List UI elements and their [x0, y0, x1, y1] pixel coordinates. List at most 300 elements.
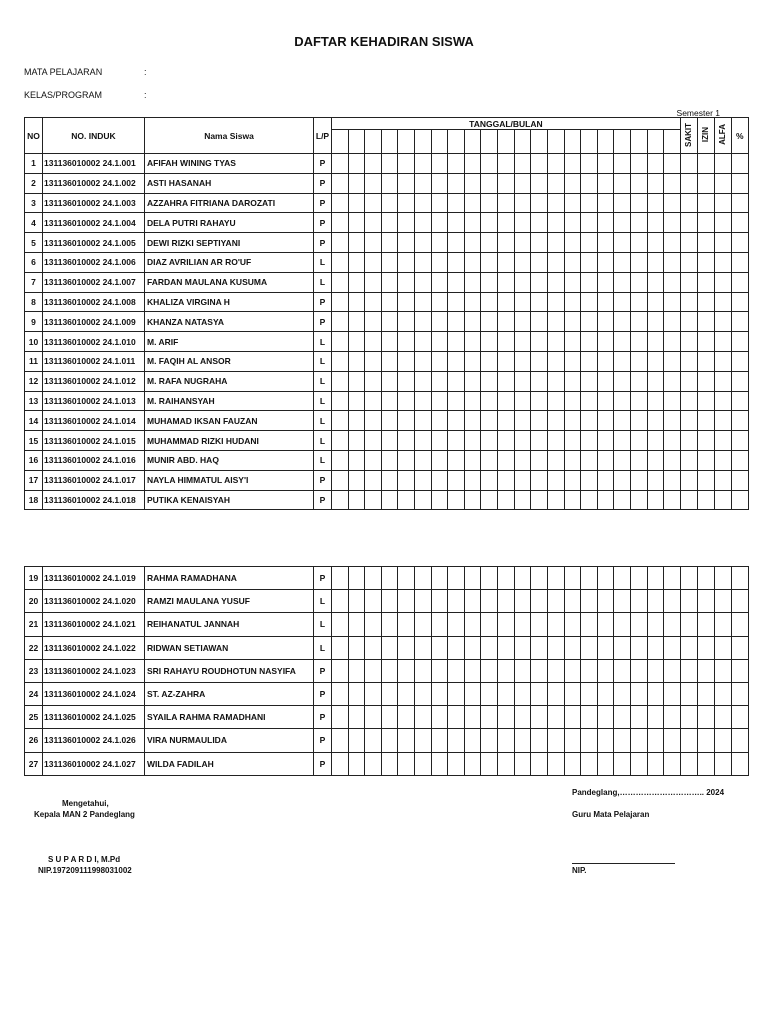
attendance-cell[interactable]: [514, 613, 531, 636]
attendance-cell[interactable]: [547, 729, 564, 752]
attendance-cell[interactable]: [664, 411, 681, 431]
attendance-cell[interactable]: [431, 411, 448, 431]
attendance-cell[interactable]: [381, 252, 398, 272]
attendance-cell[interactable]: [564, 312, 581, 332]
attendance-cell[interactable]: [481, 706, 498, 729]
attendance-cell[interactable]: [564, 450, 581, 470]
attendance-cell[interactable]: [348, 590, 365, 613]
attendance-cell[interactable]: [547, 411, 564, 431]
attendance-cell[interactable]: [514, 233, 531, 253]
attendance-cell[interactable]: [448, 213, 465, 233]
attendance-cell[interactable]: [647, 193, 664, 213]
attendance-cell[interactable]: [431, 154, 448, 174]
attendance-cell[interactable]: [630, 173, 647, 193]
attendance-cell[interactable]: [398, 312, 415, 332]
summary-cell[interactable]: [697, 391, 714, 411]
attendance-cell[interactable]: [664, 752, 681, 775]
attendance-cell[interactable]: [614, 351, 631, 371]
attendance-cell[interactable]: [431, 272, 448, 292]
attendance-cell[interactable]: [481, 371, 498, 391]
attendance-cell[interactable]: [398, 233, 415, 253]
attendance-cell[interactable]: [630, 613, 647, 636]
attendance-cell[interactable]: [498, 351, 515, 371]
attendance-cell[interactable]: [498, 173, 515, 193]
attendance-cell[interactable]: [348, 312, 365, 332]
attendance-cell[interactable]: [514, 659, 531, 682]
attendance-cell[interactable]: [630, 312, 647, 332]
attendance-cell[interactable]: [664, 729, 681, 752]
attendance-cell[interactable]: [415, 154, 432, 174]
attendance-cell[interactable]: [547, 312, 564, 332]
attendance-cell[interactable]: [431, 470, 448, 490]
summary-cell[interactable]: [697, 470, 714, 490]
summary-cell[interactable]: [697, 411, 714, 431]
attendance-cell[interactable]: [398, 636, 415, 659]
attendance-cell[interactable]: [664, 490, 681, 510]
attendance-cell[interactable]: [614, 470, 631, 490]
attendance-cell[interactable]: [547, 154, 564, 174]
attendance-cell[interactable]: [498, 391, 515, 411]
attendance-cell[interactable]: [647, 292, 664, 312]
attendance-cell[interactable]: [464, 729, 481, 752]
attendance-cell[interactable]: [514, 682, 531, 705]
attendance-cell[interactable]: [464, 332, 481, 352]
attendance-cell[interactable]: [630, 233, 647, 253]
attendance-cell[interactable]: [365, 636, 382, 659]
attendance-cell[interactable]: [630, 729, 647, 752]
attendance-cell[interactable]: [514, 450, 531, 470]
attendance-cell[interactable]: [498, 659, 515, 682]
summary-cell[interactable]: [697, 752, 714, 775]
attendance-cell[interactable]: [415, 193, 432, 213]
attendance-cell[interactable]: [464, 411, 481, 431]
attendance-cell[interactable]: [614, 193, 631, 213]
attendance-cell[interactable]: [647, 682, 664, 705]
attendance-cell[interactable]: [431, 213, 448, 233]
attendance-cell[interactable]: [332, 233, 349, 253]
summary-cell[interactable]: [714, 351, 731, 371]
attendance-cell[interactable]: [581, 706, 598, 729]
summary-cell[interactable]: [714, 213, 731, 233]
summary-cell[interactable]: [714, 233, 731, 253]
summary-cell[interactable]: [680, 233, 697, 253]
attendance-cell[interactable]: [630, 351, 647, 371]
summary-cell[interactable]: [697, 292, 714, 312]
attendance-cell[interactable]: [348, 682, 365, 705]
attendance-cell[interactable]: [614, 659, 631, 682]
attendance-cell[interactable]: [365, 233, 382, 253]
attendance-cell[interactable]: [481, 470, 498, 490]
attendance-cell[interactable]: [365, 173, 382, 193]
attendance-cell[interactable]: [398, 332, 415, 352]
attendance-cell[interactable]: [448, 332, 465, 352]
attendance-cell[interactable]: [365, 252, 382, 272]
attendance-cell[interactable]: [381, 233, 398, 253]
attendance-cell[interactable]: [464, 371, 481, 391]
attendance-cell[interactable]: [647, 252, 664, 272]
attendance-cell[interactable]: [365, 752, 382, 775]
attendance-cell[interactable]: [481, 292, 498, 312]
summary-cell[interactable]: [731, 233, 748, 253]
attendance-cell[interactable]: [597, 752, 614, 775]
attendance-cell[interactable]: [348, 567, 365, 590]
attendance-cell[interactable]: [332, 470, 349, 490]
attendance-cell[interactable]: [531, 431, 548, 451]
summary-cell[interactable]: [731, 431, 748, 451]
attendance-cell[interactable]: [415, 636, 432, 659]
attendance-cell[interactable]: [547, 706, 564, 729]
attendance-cell[interactable]: [381, 613, 398, 636]
attendance-cell[interactable]: [498, 590, 515, 613]
attendance-cell[interactable]: [332, 411, 349, 431]
attendance-cell[interactable]: [630, 292, 647, 312]
attendance-cell[interactable]: [498, 567, 515, 590]
summary-cell[interactable]: [714, 470, 731, 490]
attendance-cell[interactable]: [464, 193, 481, 213]
attendance-cell[interactable]: [332, 292, 349, 312]
attendance-cell[interactable]: [464, 252, 481, 272]
attendance-cell[interactable]: [630, 272, 647, 292]
summary-cell[interactable]: [731, 752, 748, 775]
attendance-cell[interactable]: [581, 431, 598, 451]
attendance-cell[interactable]: [332, 636, 349, 659]
summary-cell[interactable]: [714, 391, 731, 411]
attendance-cell[interactable]: [581, 729, 598, 752]
attendance-cell[interactable]: [531, 450, 548, 470]
attendance-cell[interactable]: [514, 391, 531, 411]
attendance-cell[interactable]: [614, 332, 631, 352]
attendance-cell[interactable]: [630, 332, 647, 352]
attendance-cell[interactable]: [398, 706, 415, 729]
attendance-cell[interactable]: [514, 351, 531, 371]
attendance-cell[interactable]: [398, 490, 415, 510]
attendance-cell[interactable]: [431, 312, 448, 332]
attendance-cell[interactable]: [398, 567, 415, 590]
attendance-cell[interactable]: [332, 659, 349, 682]
attendance-cell[interactable]: [647, 272, 664, 292]
attendance-cell[interactable]: [514, 332, 531, 352]
attendance-cell[interactable]: [664, 213, 681, 233]
attendance-cell[interactable]: [365, 312, 382, 332]
attendance-cell[interactable]: [514, 371, 531, 391]
attendance-cell[interactable]: [514, 470, 531, 490]
attendance-cell[interactable]: [531, 332, 548, 352]
attendance-cell[interactable]: [630, 213, 647, 233]
attendance-cell[interactable]: [381, 351, 398, 371]
attendance-cell[interactable]: [381, 391, 398, 411]
attendance-cell[interactable]: [398, 682, 415, 705]
attendance-cell[interactable]: [581, 470, 598, 490]
summary-cell[interactable]: [680, 431, 697, 451]
attendance-cell[interactable]: [398, 193, 415, 213]
attendance-cell[interactable]: [415, 470, 432, 490]
attendance-cell[interactable]: [498, 682, 515, 705]
attendance-cell[interactable]: [415, 312, 432, 332]
summary-cell[interactable]: [680, 729, 697, 752]
attendance-cell[interactable]: [564, 613, 581, 636]
attendance-cell[interactable]: [664, 252, 681, 272]
attendance-cell[interactable]: [630, 411, 647, 431]
attendance-cell[interactable]: [581, 272, 598, 292]
attendance-cell[interactable]: [348, 411, 365, 431]
attendance-cell[interactable]: [547, 351, 564, 371]
attendance-cell[interactable]: [531, 213, 548, 233]
summary-cell[interactable]: [731, 682, 748, 705]
attendance-cell[interactable]: [464, 391, 481, 411]
summary-cell[interactable]: [680, 351, 697, 371]
attendance-cell[interactable]: [664, 193, 681, 213]
attendance-cell[interactable]: [531, 154, 548, 174]
attendance-cell[interactable]: [581, 636, 598, 659]
attendance-cell[interactable]: [464, 213, 481, 233]
summary-cell[interactable]: [731, 312, 748, 332]
attendance-cell[interactable]: [464, 450, 481, 470]
attendance-cell[interactable]: [614, 706, 631, 729]
attendance-cell[interactable]: [332, 312, 349, 332]
attendance-cell[interactable]: [332, 332, 349, 352]
attendance-cell[interactable]: [381, 450, 398, 470]
attendance-cell[interactable]: [348, 173, 365, 193]
attendance-cell[interactable]: [448, 411, 465, 431]
attendance-cell[interactable]: [481, 252, 498, 272]
attendance-cell[interactable]: [614, 431, 631, 451]
attendance-cell[interactable]: [448, 706, 465, 729]
attendance-cell[interactable]: [547, 391, 564, 411]
attendance-cell[interactable]: [448, 450, 465, 470]
attendance-cell[interactable]: [514, 193, 531, 213]
attendance-cell[interactable]: [531, 193, 548, 213]
attendance-cell[interactable]: [365, 567, 382, 590]
attendance-cell[interactable]: [464, 272, 481, 292]
attendance-cell[interactable]: [348, 450, 365, 470]
attendance-cell[interactable]: [647, 636, 664, 659]
attendance-cell[interactable]: [514, 213, 531, 233]
attendance-cell[interactable]: [381, 431, 398, 451]
attendance-cell[interactable]: [597, 193, 614, 213]
attendance-cell[interactable]: [415, 272, 432, 292]
attendance-cell[interactable]: [564, 470, 581, 490]
attendance-cell[interactable]: [547, 272, 564, 292]
attendance-cell[interactable]: [448, 371, 465, 391]
attendance-cell[interactable]: [597, 659, 614, 682]
attendance-cell[interactable]: [564, 706, 581, 729]
attendance-cell[interactable]: [415, 391, 432, 411]
attendance-cell[interactable]: [464, 752, 481, 775]
attendance-cell[interactable]: [415, 351, 432, 371]
attendance-cell[interactable]: [564, 682, 581, 705]
attendance-cell[interactable]: [431, 682, 448, 705]
attendance-cell[interactable]: [664, 272, 681, 292]
summary-cell[interactable]: [680, 682, 697, 705]
attendance-cell[interactable]: [531, 411, 548, 431]
attendance-cell[interactable]: [597, 154, 614, 174]
attendance-cell[interactable]: [348, 371, 365, 391]
attendance-cell[interactable]: [398, 729, 415, 752]
attendance-cell[interactable]: [348, 659, 365, 682]
summary-cell[interactable]: [731, 252, 748, 272]
summary-cell[interactable]: [731, 371, 748, 391]
summary-cell[interactable]: [680, 154, 697, 174]
attendance-cell[interactable]: [415, 173, 432, 193]
attendance-cell[interactable]: [464, 659, 481, 682]
attendance-cell[interactable]: [564, 659, 581, 682]
attendance-cell[interactable]: [597, 613, 614, 636]
attendance-cell[interactable]: [664, 590, 681, 613]
attendance-cell[interactable]: [630, 659, 647, 682]
attendance-cell[interactable]: [614, 450, 631, 470]
attendance-cell[interactable]: [332, 371, 349, 391]
attendance-cell[interactable]: [614, 272, 631, 292]
attendance-cell[interactable]: [431, 371, 448, 391]
summary-cell[interactable]: [731, 351, 748, 371]
attendance-cell[interactable]: [431, 173, 448, 193]
attendance-cell[interactable]: [647, 431, 664, 451]
attendance-cell[interactable]: [332, 154, 349, 174]
attendance-cell[interactable]: [514, 706, 531, 729]
summary-cell[interactable]: [697, 193, 714, 213]
attendance-cell[interactable]: [348, 332, 365, 352]
summary-cell[interactable]: [697, 154, 714, 174]
attendance-cell[interactable]: [415, 490, 432, 510]
attendance-cell[interactable]: [498, 272, 515, 292]
attendance-cell[interactable]: [547, 752, 564, 775]
attendance-cell[interactable]: [614, 371, 631, 391]
attendance-cell[interactable]: [464, 470, 481, 490]
attendance-cell[interactable]: [348, 613, 365, 636]
summary-cell[interactable]: [680, 706, 697, 729]
attendance-cell[interactable]: [381, 213, 398, 233]
attendance-cell[interactable]: [647, 613, 664, 636]
summary-cell[interactable]: [697, 371, 714, 391]
attendance-cell[interactable]: [415, 659, 432, 682]
attendance-cell[interactable]: [614, 173, 631, 193]
attendance-cell[interactable]: [381, 567, 398, 590]
attendance-cell[interactable]: [365, 450, 382, 470]
summary-cell[interactable]: [714, 292, 731, 312]
attendance-cell[interactable]: [365, 706, 382, 729]
attendance-cell[interactable]: [348, 193, 365, 213]
attendance-cell[interactable]: [630, 431, 647, 451]
attendance-cell[interactable]: [398, 252, 415, 272]
attendance-cell[interactable]: [381, 729, 398, 752]
attendance-cell[interactable]: [581, 659, 598, 682]
attendance-cell[interactable]: [664, 332, 681, 352]
attendance-cell[interactable]: [664, 154, 681, 174]
attendance-cell[interactable]: [365, 351, 382, 371]
attendance-cell[interactable]: [398, 213, 415, 233]
attendance-cell[interactable]: [431, 659, 448, 682]
summary-cell[interactable]: [731, 332, 748, 352]
attendance-cell[interactable]: [365, 292, 382, 312]
attendance-cell[interactable]: [381, 312, 398, 332]
attendance-cell[interactable]: [514, 173, 531, 193]
attendance-cell[interactable]: [581, 233, 598, 253]
attendance-cell[interactable]: [481, 391, 498, 411]
attendance-cell[interactable]: [381, 470, 398, 490]
attendance-cell[interactable]: [581, 613, 598, 636]
summary-cell[interactable]: [680, 272, 697, 292]
summary-cell[interactable]: [714, 450, 731, 470]
attendance-cell[interactable]: [597, 213, 614, 233]
attendance-cell[interactable]: [431, 613, 448, 636]
summary-cell[interactable]: [714, 154, 731, 174]
attendance-cell[interactable]: [481, 450, 498, 470]
attendance-cell[interactable]: [564, 391, 581, 411]
attendance-cell[interactable]: [448, 173, 465, 193]
attendance-cell[interactable]: [664, 682, 681, 705]
summary-cell[interactable]: [680, 567, 697, 590]
summary-cell[interactable]: [680, 371, 697, 391]
attendance-cell[interactable]: [415, 590, 432, 613]
attendance-cell[interactable]: [564, 590, 581, 613]
summary-cell[interactable]: [697, 706, 714, 729]
attendance-cell[interactable]: [398, 470, 415, 490]
attendance-cell[interactable]: [614, 292, 631, 312]
attendance-cell[interactable]: [498, 411, 515, 431]
attendance-cell[interactable]: [398, 431, 415, 451]
attendance-cell[interactable]: [448, 391, 465, 411]
attendance-cell[interactable]: [514, 490, 531, 510]
attendance-cell[interactable]: [647, 729, 664, 752]
attendance-cell[interactable]: [481, 490, 498, 510]
summary-cell[interactable]: [680, 173, 697, 193]
attendance-cell[interactable]: [630, 450, 647, 470]
attendance-cell[interactable]: [664, 706, 681, 729]
attendance-cell[interactable]: [664, 431, 681, 451]
attendance-cell[interactable]: [547, 470, 564, 490]
attendance-cell[interactable]: [448, 590, 465, 613]
summary-cell[interactable]: [697, 252, 714, 272]
attendance-cell[interactable]: [614, 233, 631, 253]
attendance-cell[interactable]: [581, 292, 598, 312]
summary-cell[interactable]: [714, 490, 731, 510]
summary-cell[interactable]: [714, 682, 731, 705]
attendance-cell[interactable]: [531, 312, 548, 332]
summary-cell[interactable]: [714, 272, 731, 292]
attendance-cell[interactable]: [514, 154, 531, 174]
attendance-cell[interactable]: [514, 252, 531, 272]
summary-cell[interactable]: [680, 252, 697, 272]
attendance-cell[interactable]: [431, 729, 448, 752]
attendance-cell[interactable]: [581, 590, 598, 613]
summary-cell[interactable]: [731, 567, 748, 590]
attendance-cell[interactable]: [332, 193, 349, 213]
attendance-cell[interactable]: [481, 272, 498, 292]
attendance-cell[interactable]: [547, 233, 564, 253]
attendance-cell[interactable]: [547, 636, 564, 659]
attendance-cell[interactable]: [597, 567, 614, 590]
attendance-cell[interactable]: [398, 154, 415, 174]
attendance-cell[interactable]: [614, 312, 631, 332]
attendance-cell[interactable]: [564, 351, 581, 371]
attendance-cell[interactable]: [332, 272, 349, 292]
attendance-cell[interactable]: [348, 351, 365, 371]
attendance-cell[interactable]: [348, 391, 365, 411]
attendance-cell[interactable]: [547, 490, 564, 510]
attendance-cell[interactable]: [531, 351, 548, 371]
attendance-cell[interactable]: [365, 659, 382, 682]
summary-cell[interactable]: [697, 659, 714, 682]
attendance-cell[interactable]: [332, 752, 349, 775]
attendance-cell[interactable]: [431, 636, 448, 659]
attendance-cell[interactable]: [647, 332, 664, 352]
attendance-cell[interactable]: [647, 351, 664, 371]
attendance-cell[interactable]: [597, 173, 614, 193]
attendance-cell[interactable]: [381, 332, 398, 352]
attendance-cell[interactable]: [597, 706, 614, 729]
attendance-cell[interactable]: [431, 391, 448, 411]
attendance-cell[interactable]: [348, 636, 365, 659]
